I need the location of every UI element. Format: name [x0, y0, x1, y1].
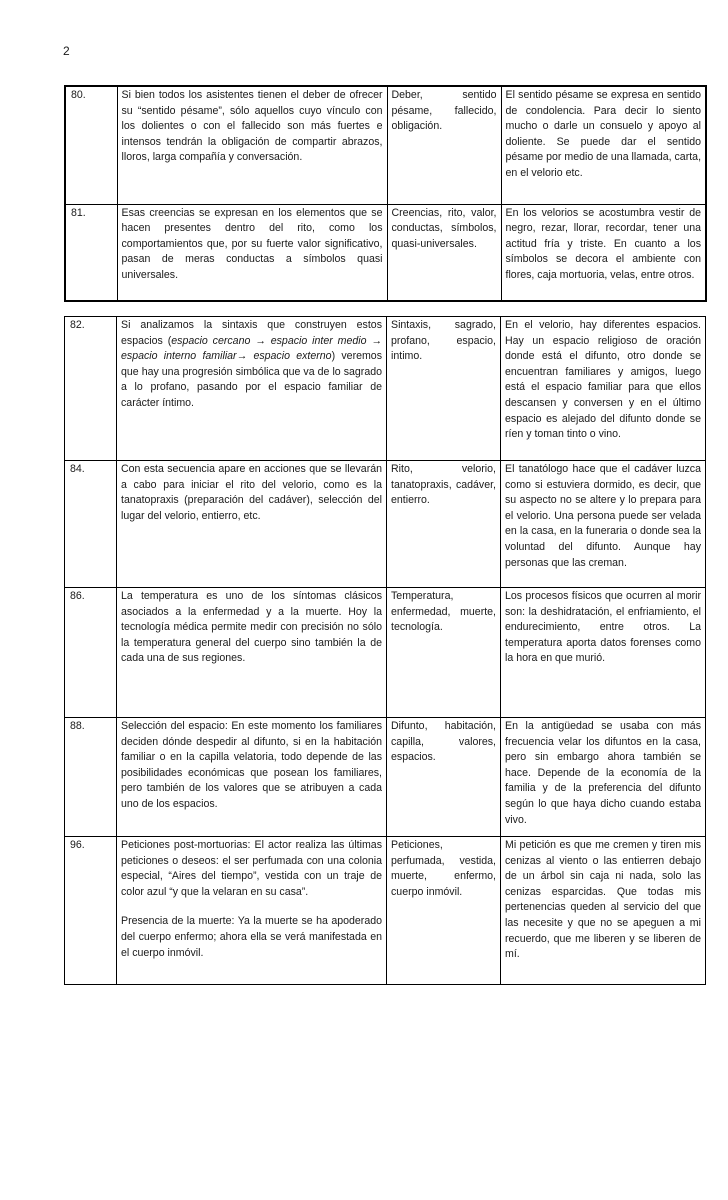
page-number: 2: [63, 44, 70, 58]
notes-table-2: [64, 316, 706, 985]
row-number: 80.: [65, 86, 117, 204]
keywords-cell: Sintaxis, sagrado, profano, espacio, intimo.: [387, 317, 501, 461]
row-number: 96.: [65, 837, 117, 985]
table-row: [65, 718, 706, 837]
keywords-cell: Difunto, habitación, capilla, valores, espacios.: [387, 718, 501, 837]
quote-text: La temperatura es uno de los síntomas clásicos asociados a la enfermedad y a la muerte. Hoy la tecnología médica permite medir con precisión no sólo la temperatura general del cuerpo sino también la de cada una de sus regiones.: [117, 588, 387, 718]
keywords-cell: Peticiones, perfumada, vestida, muerte, enfermo, cuerpo inmóvil.: [387, 837, 501, 985]
quote-text: Selección del espacio: En este momento los familiares deciden dónde despedir al difunto, si en la habitación familiar o en la capilla velatoria, todo depende de las posibilidades económicas que posean los familiares, pero también de los valores que se atribuyen a cada uno de los espacios.: [117, 718, 387, 837]
quote-text-part: Si analizamos la sintaxis que construyen estos espacios (: [121, 319, 382, 347]
keywords-cell: Deber, sentido pésame, fallecido, obligación.: [387, 86, 501, 204]
row-number: 84.: [65, 461, 117, 588]
row-number: 82.: [65, 317, 117, 461]
quote-text: Si bien todos los asistentes tienen el deber de ofrecer su “sentido pésame”, sólo aquellos cuyo vínculo con los dolientes o con el fallecido son más fuertes e intensos tendrán la obligación de compartir abrazos, lloros, larga compañía y conversación.: [117, 86, 387, 204]
quote-text-italic: espacio cercano → espacio inter medio → espacio interno familiar→ espacio externo: [121, 334, 382, 363]
quote-text-paragraph: Peticiones post-mortuorias: El actor realiza las últimas peticiones o deseos: el ser perfumada con una colonia especial, “Aires del tiempo”, vestida con un traje de color azul “y que la velaran en su casa”.: [121, 839, 382, 898]
quote-text: [117, 837, 387, 985]
row-number: 81.: [65, 204, 117, 301]
quote-text: Con esta secuencia apare en acciones que se llevarán a cabo para iniciar el rito del velorio, como es la tanatopraxis (preparación del cadáver), selección del lugar del velorio, entierro, etc.: [117, 461, 387, 588]
table-row: [65, 86, 706, 204]
comment-cell: Mi petición es que me cremen y tiren mis cenizas al viento o las entierren debajo de un árbol sin caja ni nada, solo las cenizas esparcidas. Que todas mis pertenencias queden al servicio del que las necesite y que no se apeguen a mi recuerdo, que me liberen y se liberen de mí.: [501, 837, 706, 985]
table-row: [65, 461, 706, 588]
keywords-cell: Creencias, rito, valor, conductas, símbolos, quasi-universales.: [387, 204, 501, 301]
table-row: [65, 317, 706, 461]
paragraph-gap: [121, 900, 382, 914]
comment-cell: En la antigüedad se usaba con más frecuencia velar los difuntos en la casa, pero sin embargo ahora también se hace. Depende de la economía de la familia y de la preferencia del difunto según lo que haya dicho cuando estaba vivo.: [501, 718, 706, 837]
table-row: [65, 204, 706, 301]
quote-text: [117, 317, 387, 461]
quote-text: Esas creencias se expresan en los elementos que se hacen presentes dentro del rito, como los comportamientos que, por su fuerte valor significativo, pasan de meras conductas a símbolos quasi universales.: [117, 204, 387, 301]
row-number: 86.: [65, 588, 117, 718]
table-row: [65, 837, 706, 985]
row-number: 88.: [65, 718, 117, 837]
comment-cell: Los procesos físicos que ocurren al morir son: la deshidratación, el enfriamiento, el endurecimiento, entre otros. La temperatura aporta datos forenses como la hora en que murió.: [501, 588, 706, 718]
table-row: [65, 588, 706, 718]
notes-table-1: [64, 85, 707, 302]
comment-cell: En el velorio, hay diferentes espacios. Hay un espacio religioso de oración donde está el difunto, otro donde se encuentran familiares y amigos, luego está el espacio familiar para que ellos descansen y conversen y en el último espacio es alejado del difunto donde se ríen y toman tinto o vino.: [501, 317, 706, 461]
keywords-cell: Temperatura, enfermedad, muerte, tecnología.: [387, 588, 501, 718]
comment-cell: En los velorios se acostumbra vestir de negro, rezar, llorar, recordar, tener una actitud fría y triste. En cuanto a los símbolos se decora el ambiente con flores, caja mortuoria, velas, entre otros.: [501, 204, 706, 301]
comment-cell: El sentido pésame se expresa en sentido de condolencia. Para decir lo siento mucho o darle un consuelo y apoyo al doliente. Se puede dar el sentido pésame por medio de una llamada, carta, en el velorio etc.: [501, 86, 706, 204]
quote-text-paragraph: Presencia de la muerte: Ya la muerte se ha apoderado del cuerpo enfermo; ahora ella se verá manifestada en el cuerpo inmóvil.: [121, 915, 382, 959]
comment-cell: El tanatólogo hace que el cadáver luzca como si estuviera dormido, es decir, que su aspecto no se altere y lo prepara para el velorio. Una persona puede ser velada en la casa, en la funeraria o donde sea la voluntad del difunto. Aunque hay personas que las creman.: [501, 461, 706, 588]
keywords-cell: Rito, velorio, tanatopraxis, cadáver, entierro.: [387, 461, 501, 588]
quote-text-part: ) veremos que hay una progresión simbólica que va de lo sagrado a lo profano, pasando por el espacio familiar de carácter íntimo.: [121, 350, 382, 409]
